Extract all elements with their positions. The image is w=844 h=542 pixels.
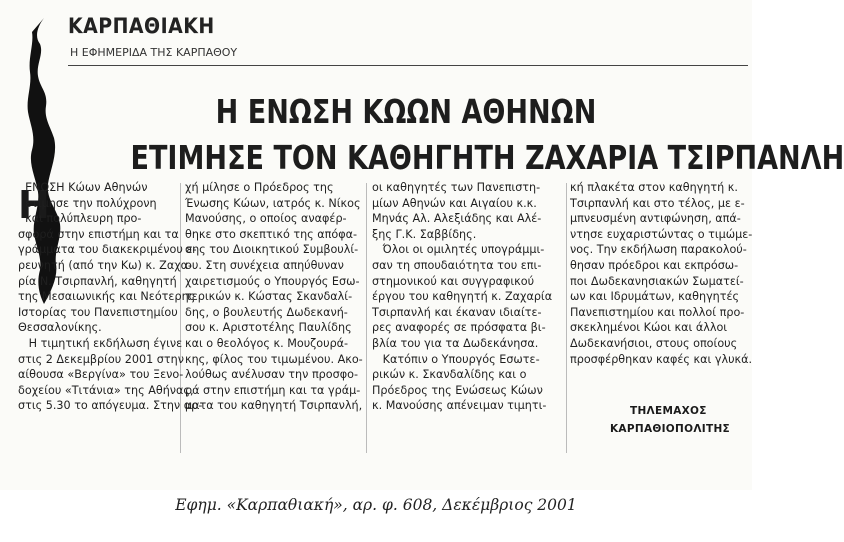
article-line: χή μίλησε ο Πρόεδρος της (185, 181, 334, 194)
article-line: Όλοι οι ομιλητές υπογράμμι- (372, 243, 545, 257)
article-line: Τσιρπανλή και έκαναν ιδιαίτε- (372, 305, 542, 319)
article-line: Ένωσης Κώων, ιατρός κ. Νίκος (185, 196, 361, 210)
article-line: θηκε στο σκεπτικό της απόφα- (185, 227, 358, 241)
article-line: έργου του καθηγητή κ. Ζαχαρία (372, 290, 553, 304)
article-line: μπνευσμένη αντιφώνηση, απά- (570, 212, 741, 226)
article-line: νος. Την εκδήλωση παρακολού- (570, 243, 747, 257)
article-line: μίων Αθηνών και Αιγαίου κ.κ. (372, 196, 537, 210)
column-divider (366, 183, 367, 453)
article-line: ρία Ν. Τσιρπανλή, καθηγητή (18, 274, 177, 288)
article-line: γράμματα του διακεκριμένου ε- (18, 243, 197, 257)
article-line: ρες αναφορές σε πρόσφατα βι- (372, 321, 546, 335)
article-line: ρά στην επιστήμη και τα γράμ- (185, 383, 361, 397)
article-line: της Μεσαιωνικής και Νεότερης (18, 290, 196, 304)
article-line: λούθως ανέλυσαν την προσφο- (185, 368, 358, 382)
article-line: ντησε ευχαριστώντας ο τιμώμε- (570, 227, 753, 241)
article-line: ων και Ιδρυμάτων, καθηγητές (570, 290, 740, 304)
column-divider (180, 183, 181, 453)
masthead-title: ΚΑΡΠΑΘΙΑΚΗ (68, 14, 215, 38)
article-line: Πρόεδρος της Ενώσεως Κώων (372, 383, 543, 397)
article-line: και ο θεολόγος κ. Μουζουρά- (185, 336, 349, 350)
article-line: Η τιμητική εκδήλωση έγινε (18, 336, 183, 350)
article-line: Κατόπιν ο Υπουργός Εσωτε- (372, 352, 540, 366)
article-line: ΕΝΩΣΗ Κώων Αθηνών (18, 181, 148, 194)
article-line: Ιστορίας του Πανεπιστημίου (18, 305, 178, 319)
article-line: κή πλακέτα στον καθηγητή κ. (570, 181, 738, 194)
article-line: ματα του καθηγητή Τσιρπανλή, (185, 399, 363, 413)
author-first-name: ΤΗΛΕΜΑΧΟΣ (630, 405, 707, 417)
article-line: προσφέρθηκαν καφές και γλυκά. (570, 352, 753, 366)
article-line: ποι Δωδεκανησιακών Σωματεί- (570, 274, 744, 288)
article-line: Θεσσαλονίκης. (18, 321, 102, 335)
article-column-4 (570, 180, 753, 367)
article-line: χαιρετισμούς ο Υπουργός Εσω- (185, 274, 360, 288)
article-line: θησαν πρόεδροι και εκπρόσω- (570, 258, 739, 272)
article-column-3 (372, 180, 564, 414)
article-line: ρικών κ. Σκανδαλίδης και ο (372, 368, 527, 382)
article-line: Τσιρπανλή και στο τέλος, με ε- (570, 196, 745, 210)
article-line: βλία του για τα Δωδεκάνησα. (372, 336, 539, 350)
article-line: στις 2 Δεκεμβρίου 2001 στην (18, 352, 184, 366)
headline-line-2: ΕΤΙΜΗΣΕ ΤΟΝ ΚΑΘΗΓΗΤΗ ΖΑΧΑΡΙΑ ΤΣΙΡΠΑΝΛΗ (130, 138, 844, 177)
article-line: σης του Διοικητικού Συμβουλί- (185, 243, 359, 257)
article-line: κης, φίλος του τιμωμένου. Ακο- (185, 352, 363, 366)
masthead-subtitle: Η ΕΦΗΜΕΡΙΔΑ ΤΗΣ ΚΑΡΠΑΘΟΥ (70, 46, 238, 59)
article-line: κ. Μανούσης απένειμαν τιμητι- (372, 399, 547, 413)
article-line: ετίμησε την πολύχρονη (18, 196, 157, 210)
article-line: στημονικού και συγγραφικού (372, 274, 535, 288)
article-line: αίθουσα «Βεργίνα» του Ξενο- (18, 368, 184, 382)
article-line: δης, ο βουλευτής Δωδεκανή- (185, 305, 348, 319)
column-divider (566, 183, 567, 453)
article-line: και πολύπλευρη προ- (18, 212, 142, 226)
article-line: Δωδεκανήσιοι, στους οποίους (570, 336, 738, 350)
article-line: Μανούσης, ο οποίος αναφέρ- (185, 212, 347, 226)
article-line: ξης Γ.Κ. Σαββίδης. (372, 227, 477, 241)
article-line: Μηνάς Αλ. Αλεξιάδης και Αλέ- (372, 212, 542, 226)
article-line: Πανεπιστημίου και πολλοί προ- (570, 305, 745, 319)
article-line: στις 5.30 το απόγευμα. Στην αρ- (18, 399, 203, 413)
article-line: σκεκλημένοι Κώοι και άλλοι (570, 321, 728, 335)
source-caption: Εφημ. «Καρπαθιακή», αρ. φ. 608, Δεκέμβριος 2001 (175, 496, 577, 514)
article-column-2 (185, 180, 363, 414)
article-line: σφορά στην επιστήμη και τα (18, 227, 179, 241)
article-line: σαν τη σπουδαιότητα του επι- (372, 258, 542, 272)
article-line: σου κ. Αριστοτέλης Παυλίδης (185, 321, 352, 335)
headline-line-1: Η ΕΝΩΣΗ ΚΩΩΝ ΑΘΗΝΩΝ (215, 92, 597, 131)
drop-cap: Η (18, 183, 50, 227)
author-last-name: ΚΑΡΠΑΘΙΟΠΟΛΙΤΗΣ (610, 423, 730, 435)
masthead-divider (68, 65, 748, 66)
article-line: ου. Στη συνέχεια απηύθυναν (185, 258, 344, 272)
article-line: τερικών κ. Κώστας Σκανδαλί- (185, 290, 353, 304)
article-line: δοχείου «Τιτάνια» της Αθήνας, (18, 383, 194, 397)
article-line: ρευνητή (από την Κω) κ. Ζαχα- (18, 258, 193, 272)
article-line: οι καθηγητές των Πανεπιστη- (372, 181, 541, 194)
article-column-1 (18, 180, 203, 414)
